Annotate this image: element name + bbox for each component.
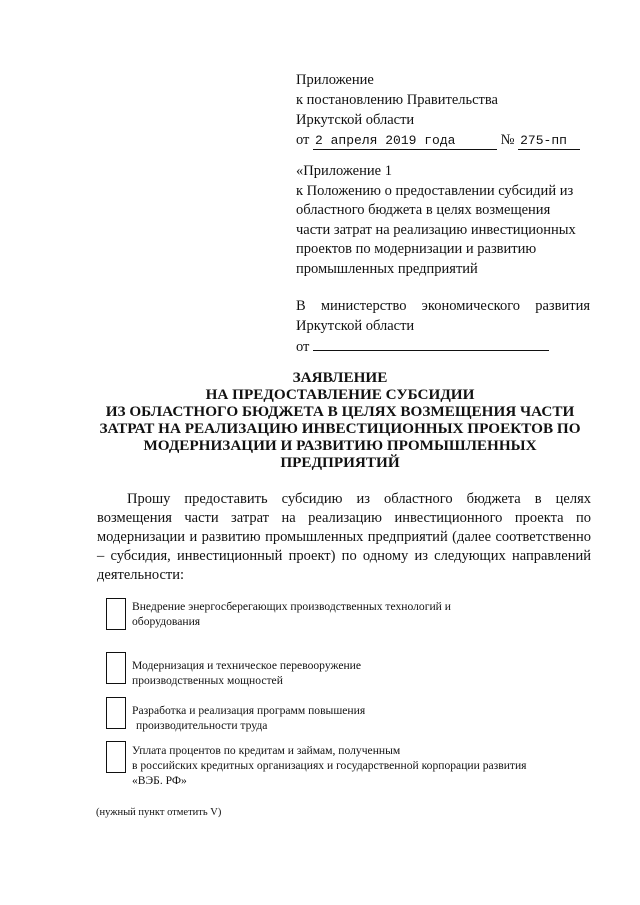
option-text-line: в российских кредитных организациях и государственной корпорации развития <box>132 759 527 772</box>
recipient-block <box>296 296 590 357</box>
option-text-line: «ВЭБ. РФ» <box>132 774 187 787</box>
title-line-4: ЗАТРАТ НА РЕАЛИЗАЦИЮ ИНВЕСТИЦИОННЫХ ПРОЕКТОВ ПО <box>99 420 581 437</box>
request-paragraph-block <box>97 490 591 585</box>
option-text-line: оборудования <box>132 615 201 628</box>
title-line-2: НА ПРЕДОСТАВЛЕНИЕ СУБСИДИИ <box>205 386 475 403</box>
option-checkbox[interactable] <box>106 697 126 729</box>
appendix-line-1: «Приложение 1 <box>296 163 392 179</box>
title-line-6: ПРЕДПРИЯТИЙ <box>280 454 400 471</box>
recipient-line-2: Иркутской области <box>296 318 415 334</box>
request-paragraph: Прошу предоставить субсидию из областного бюджета в целях возмещения части затрат на реализацию инвестиционного проекта по модернизации и развитию промышленных предприятий (далее соответственно – субсидия, инвестиционный проект) по одному из следующих направлений деятельности: <box>97 491 591 583</box>
appendix-line-6: промышленных предприятий <box>296 260 478 277</box>
number-label: № <box>500 132 515 148</box>
option-checkbox[interactable] <box>106 652 126 684</box>
option-text-line: Модернизация и техническое перевооружение <box>132 659 362 672</box>
header-line-1: Приложение <box>296 72 374 88</box>
option-checkbox[interactable] <box>106 741 126 773</box>
resolution-header <box>296 70 596 150</box>
option-text <box>132 703 592 733</box>
appendix-line-5: проектов по модернизации и развитию <box>296 241 537 257</box>
recipient-from-line <box>296 336 590 357</box>
appendix-line-4: части затрат на реализацию инвестиционных <box>296 221 576 238</box>
application-title <box>70 369 610 471</box>
option-text-line: производственных мощностей <box>132 674 283 687</box>
option-checkbox[interactable] <box>106 598 126 630</box>
title-line-3: ИЗ ОБЛАСТНОГО БЮДЖЕТА В ЦЕЛЯХ ВОЗМЕЩЕНИЯ ЧАСТИ <box>105 403 575 420</box>
option-text <box>132 743 592 788</box>
title-line-1: ЗАЯВЛЕНИЕ <box>292 369 388 386</box>
footnote-instruction: (нужный пункт отметить V) <box>96 807 222 818</box>
recipient-line-1: В министерство экономического развития <box>296 298 590 314</box>
appendix-reference <box>296 162 596 279</box>
title-line-5: МОДЕРНИЗАЦИИ И РАЗВИТИЮ ПРОМЫШЛЕННЫХ <box>143 437 537 454</box>
date-label: от <box>296 132 310 148</box>
appendix-line-2: к Положению о предоставлении субсидий из <box>296 182 574 199</box>
option-text-line: Разработка и реализация программ повышения <box>132 704 366 717</box>
applicant-blank-field[interactable] <box>313 336 549 351</box>
recipient-from-label: от <box>296 339 310 355</box>
header-line-2: к постановлению Правительства <box>296 92 498 108</box>
option-text <box>132 658 592 688</box>
option-text <box>132 599 592 629</box>
option-text-line: производительности труда <box>136 719 268 732</box>
number-value: 275-пп <box>518 133 580 150</box>
header-date-line <box>296 130 596 150</box>
option-text-line: Внедрение энергосберегающих производственных технологий и <box>132 600 451 613</box>
header-line-3: Иркутской области <box>296 112 415 128</box>
date-value: 2 апреля 2019 года <box>313 133 497 150</box>
appendix-line-3: областного бюджета в целях возмещения <box>296 202 551 218</box>
option-text-line: Уплата процентов по кредитам и займам, полученным <box>132 744 401 757</box>
